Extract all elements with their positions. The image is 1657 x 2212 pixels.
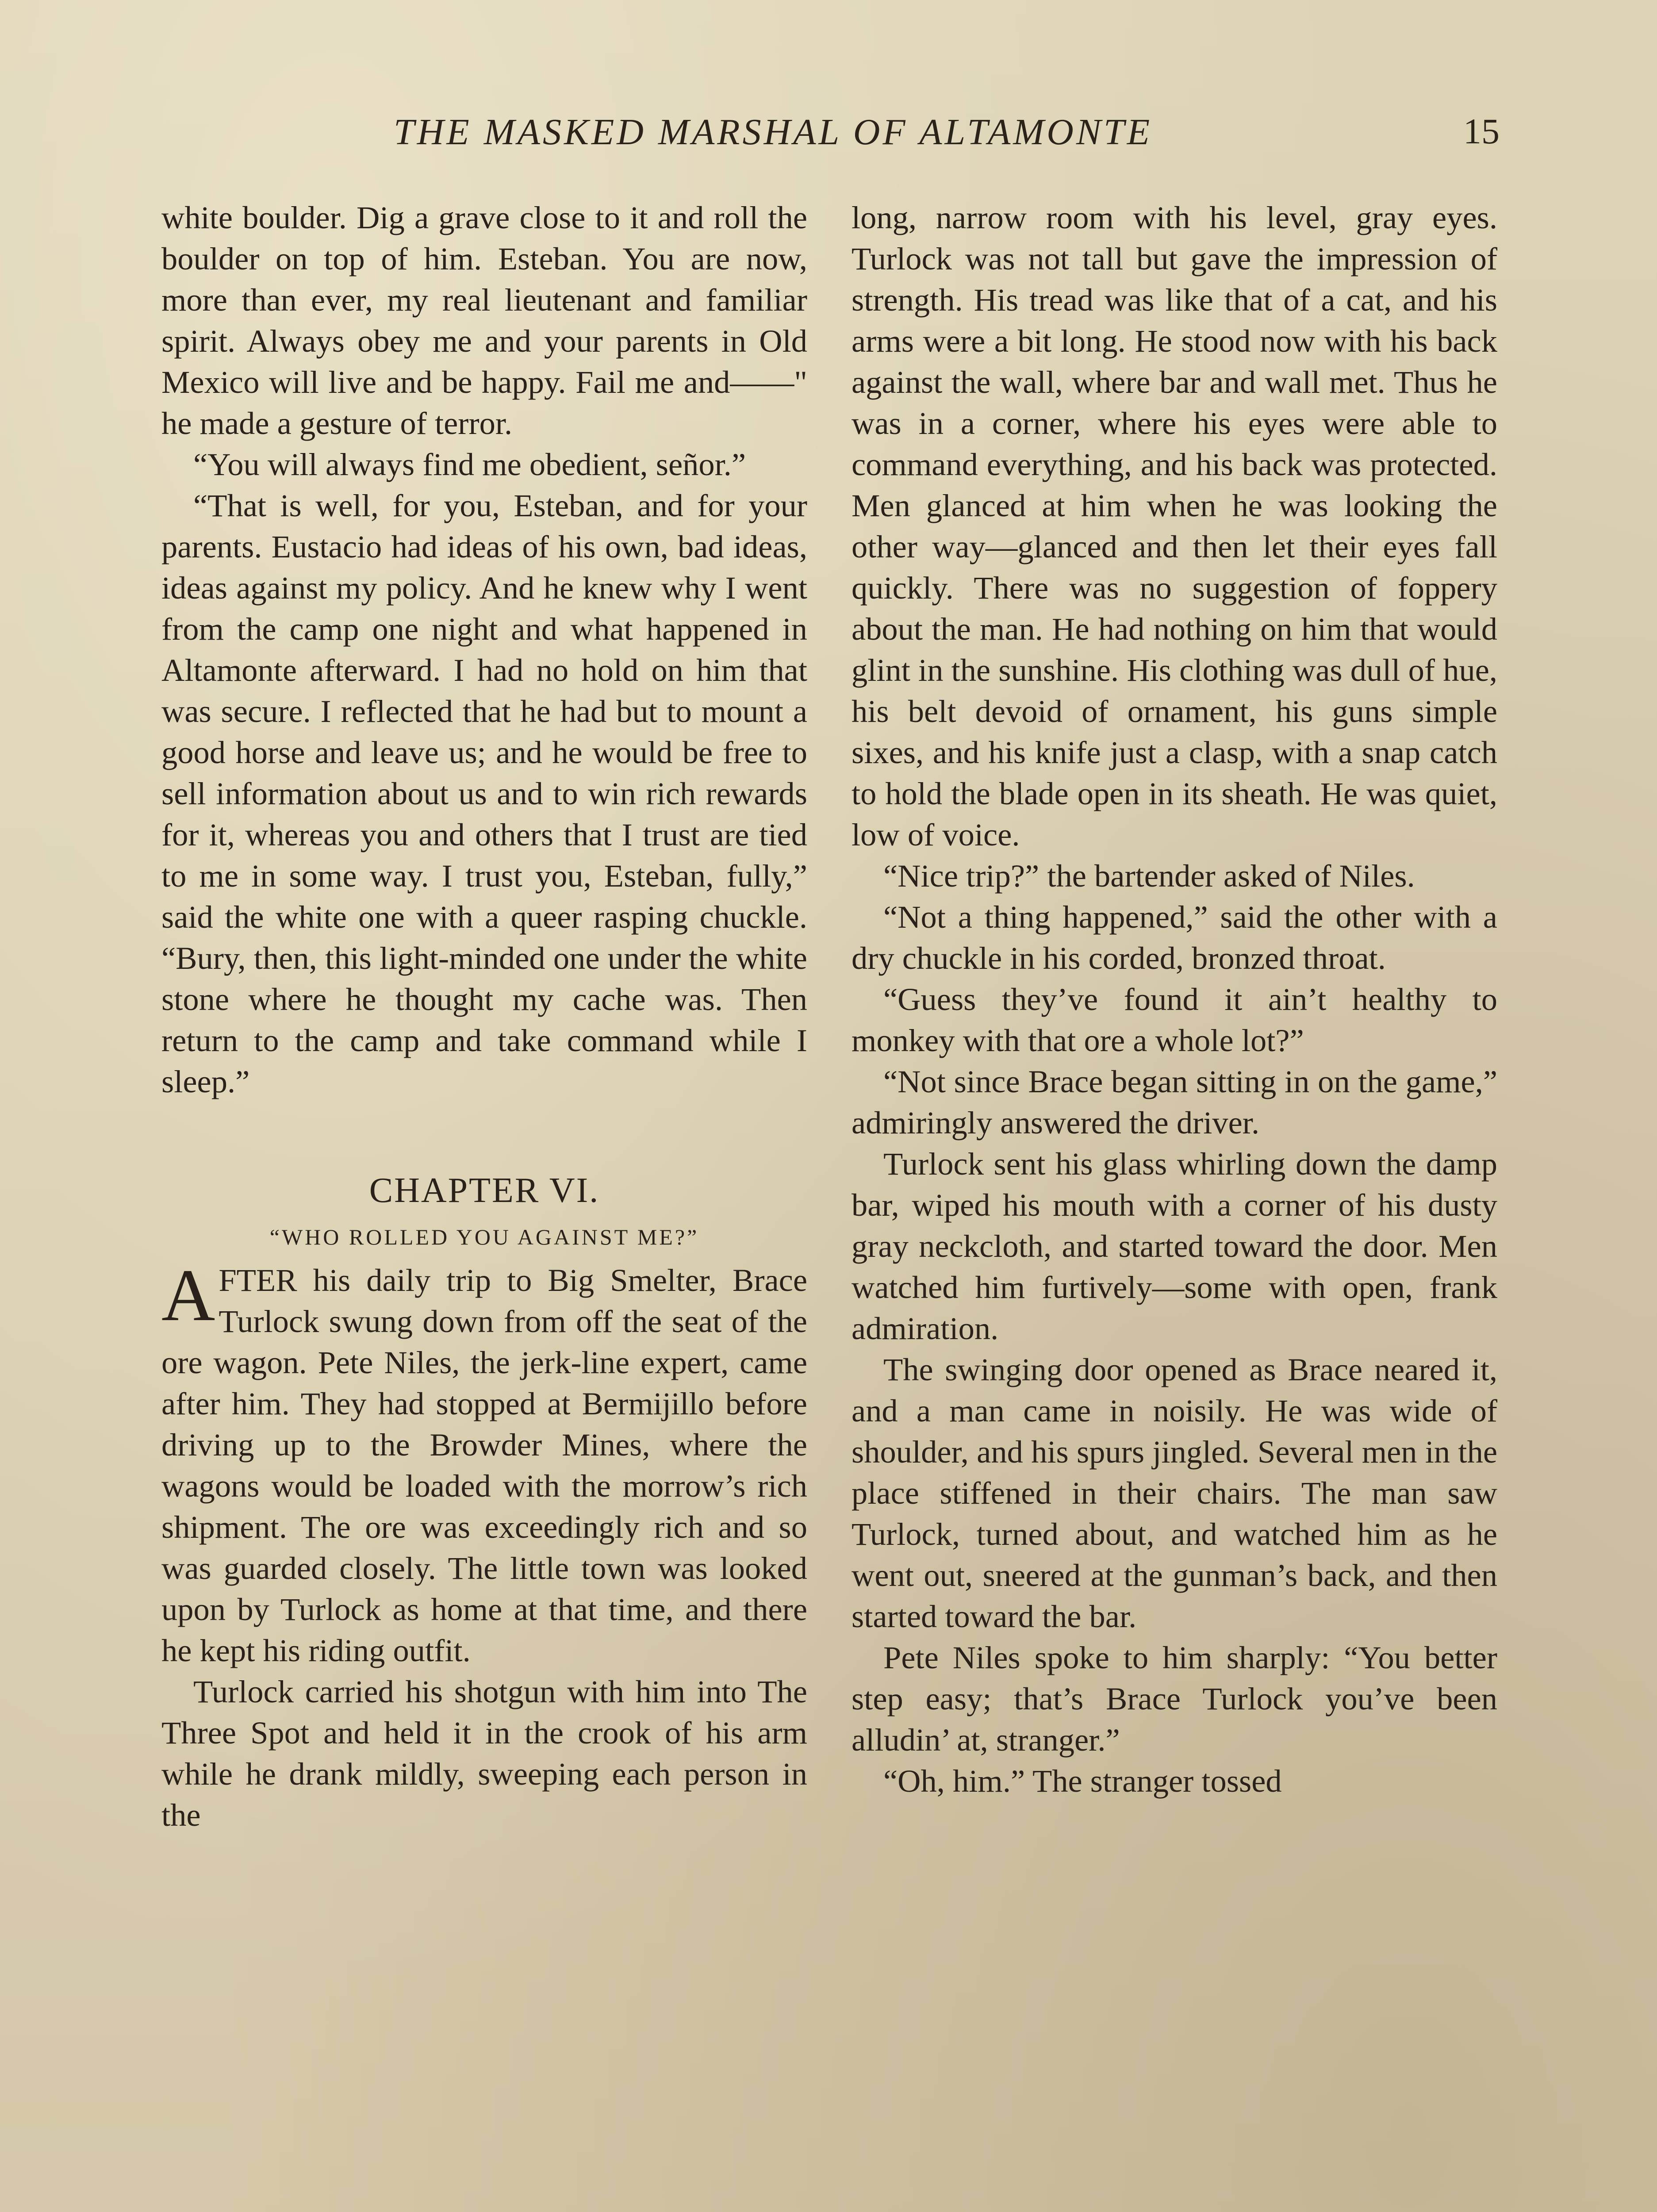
running-header <box>164 111 1500 164</box>
right-column <box>852 197 1497 1801</box>
paragraph: long, narrow room with his level, gray eyes. Turlock was not tall but gave the impression of strength. His tread was like that of a cat, and his arms were a bit long. He stood now with his back against the wall, where bar and wall met. Thus he was in a corner, where his eyes were able to command everything, and his back was protected. Men glanced at him when he was looking the other way—glanced and then let their eyes fall quickly. There was no suggestion of foppery about the man. He had nothing on him that would glint in the sunshine. His clothing was dull of hue, his belt devoid of ornament, his guns simple sixes, and his knife just a clasp, with a snap catch to hold the blade open in its sheath. He was quiet, low of voice. <box>852 200 1497 853</box>
paragraph: “That is well, for you, Esteban, and for your parents. Eustacio had ideas of his own, bad ideas, ideas against my policy. And he knew why I went from the camp one night and what happened in Altamonte afterward. I had no hold on him that was secure. I reflected that he had but to mount a good horse and leave us; and he would be free to sell information about us and to win rich rewards for it, whereas you and others that I trust are tied to me in some way. I trust you, Esteban, fully,” said the white one with a queer rasping chuckle. “Bury, then, this light-minded one under the white stone where he thought my cache was. Then return to the camp and take command while I sleep.” <box>161 488 807 1099</box>
paragraph-text: FTER his daily trip to Big Smelter, Brace Turlock swung down from off the seat of the ore wagon. Pete Niles, the jerk-line expert, came after him. They had stopped at Bermijillo before driving up to the Browder Mines, where the wagons would be loaded with the morrow’s rich shipment. The ore was exceedingly rich and so was guarded closely. The little town was looked upon by Turlock as home at that time, and there he kept his riding outfit. <box>161 1262 807 1668</box>
paragraph: Pete Niles spoke to him sharply: “You better step easy; that’s Brace Turlock you’ve been alludin’ at, stranger.” <box>852 1640 1497 1758</box>
chapter-heading: CHAPTER VI. <box>369 1171 600 1210</box>
paragraph: The swinging door opened as Brace neared it, and a man came in noisily. He was wide of shoulder, and his spurs jingled. Several men in the place stiffened in their chairs. The man saw Turlock, turned about, and watched him as he went out, sneered at the gunman’s back, and then started toward the bar. <box>852 1352 1497 1634</box>
drop-cap: A <box>161 1254 215 1336</box>
paragraph: “Not since Brace began sitting in on the game,” admiringly answered the driver. <box>852 1064 1497 1141</box>
paragraph: “Nice trip?” the bartender asked of Niles. <box>883 858 1415 894</box>
chapter-subtitle: “WHO ROLLED YOU AGAINST ME?” <box>269 1225 699 1249</box>
running-title: THE MASKED MARSHAL OF ALTAMONTE <box>394 111 1153 153</box>
paragraph: white boulder. Dig a grave close to it and roll the boulder on top of him. Esteban. You are now, more than ever, my real lieutenant and familiar spirit. Always obey me and your parents in Old Mexico will live and be happy. Fail me and——" he made a gesture of terror. <box>161 200 807 441</box>
page-number: 15 <box>1463 111 1500 151</box>
chapter-opening-paragraph <box>161 1254 807 1671</box>
paragraph: Turlock carried his shotgun with him into The Three Spot and held it in the crook of his arm while he drank mildly, sweeping each person in the <box>161 1674 807 1833</box>
paragraph: “Oh, him.” The stranger tossed <box>883 1763 1282 1799</box>
paragraph: “You will always find me obedient, señor.” <box>193 446 746 482</box>
paragraph: “Not a thing happened,” said the other with a dry chuckle in his corded, bronzed throat. <box>852 899 1497 976</box>
left-column <box>161 197 807 1836</box>
paragraph: “Guess they’ve found it ain’t healthy to monkey with that ore a whole lot?” <box>852 981 1497 1058</box>
paragraph: Turlock sent his glass whirling down the damp bar, wiped his mouth with a corner of his dusty gray neckcloth, and started toward the door. Men watched him furtively—some with open, frank admiration. <box>852 1146 1497 1346</box>
